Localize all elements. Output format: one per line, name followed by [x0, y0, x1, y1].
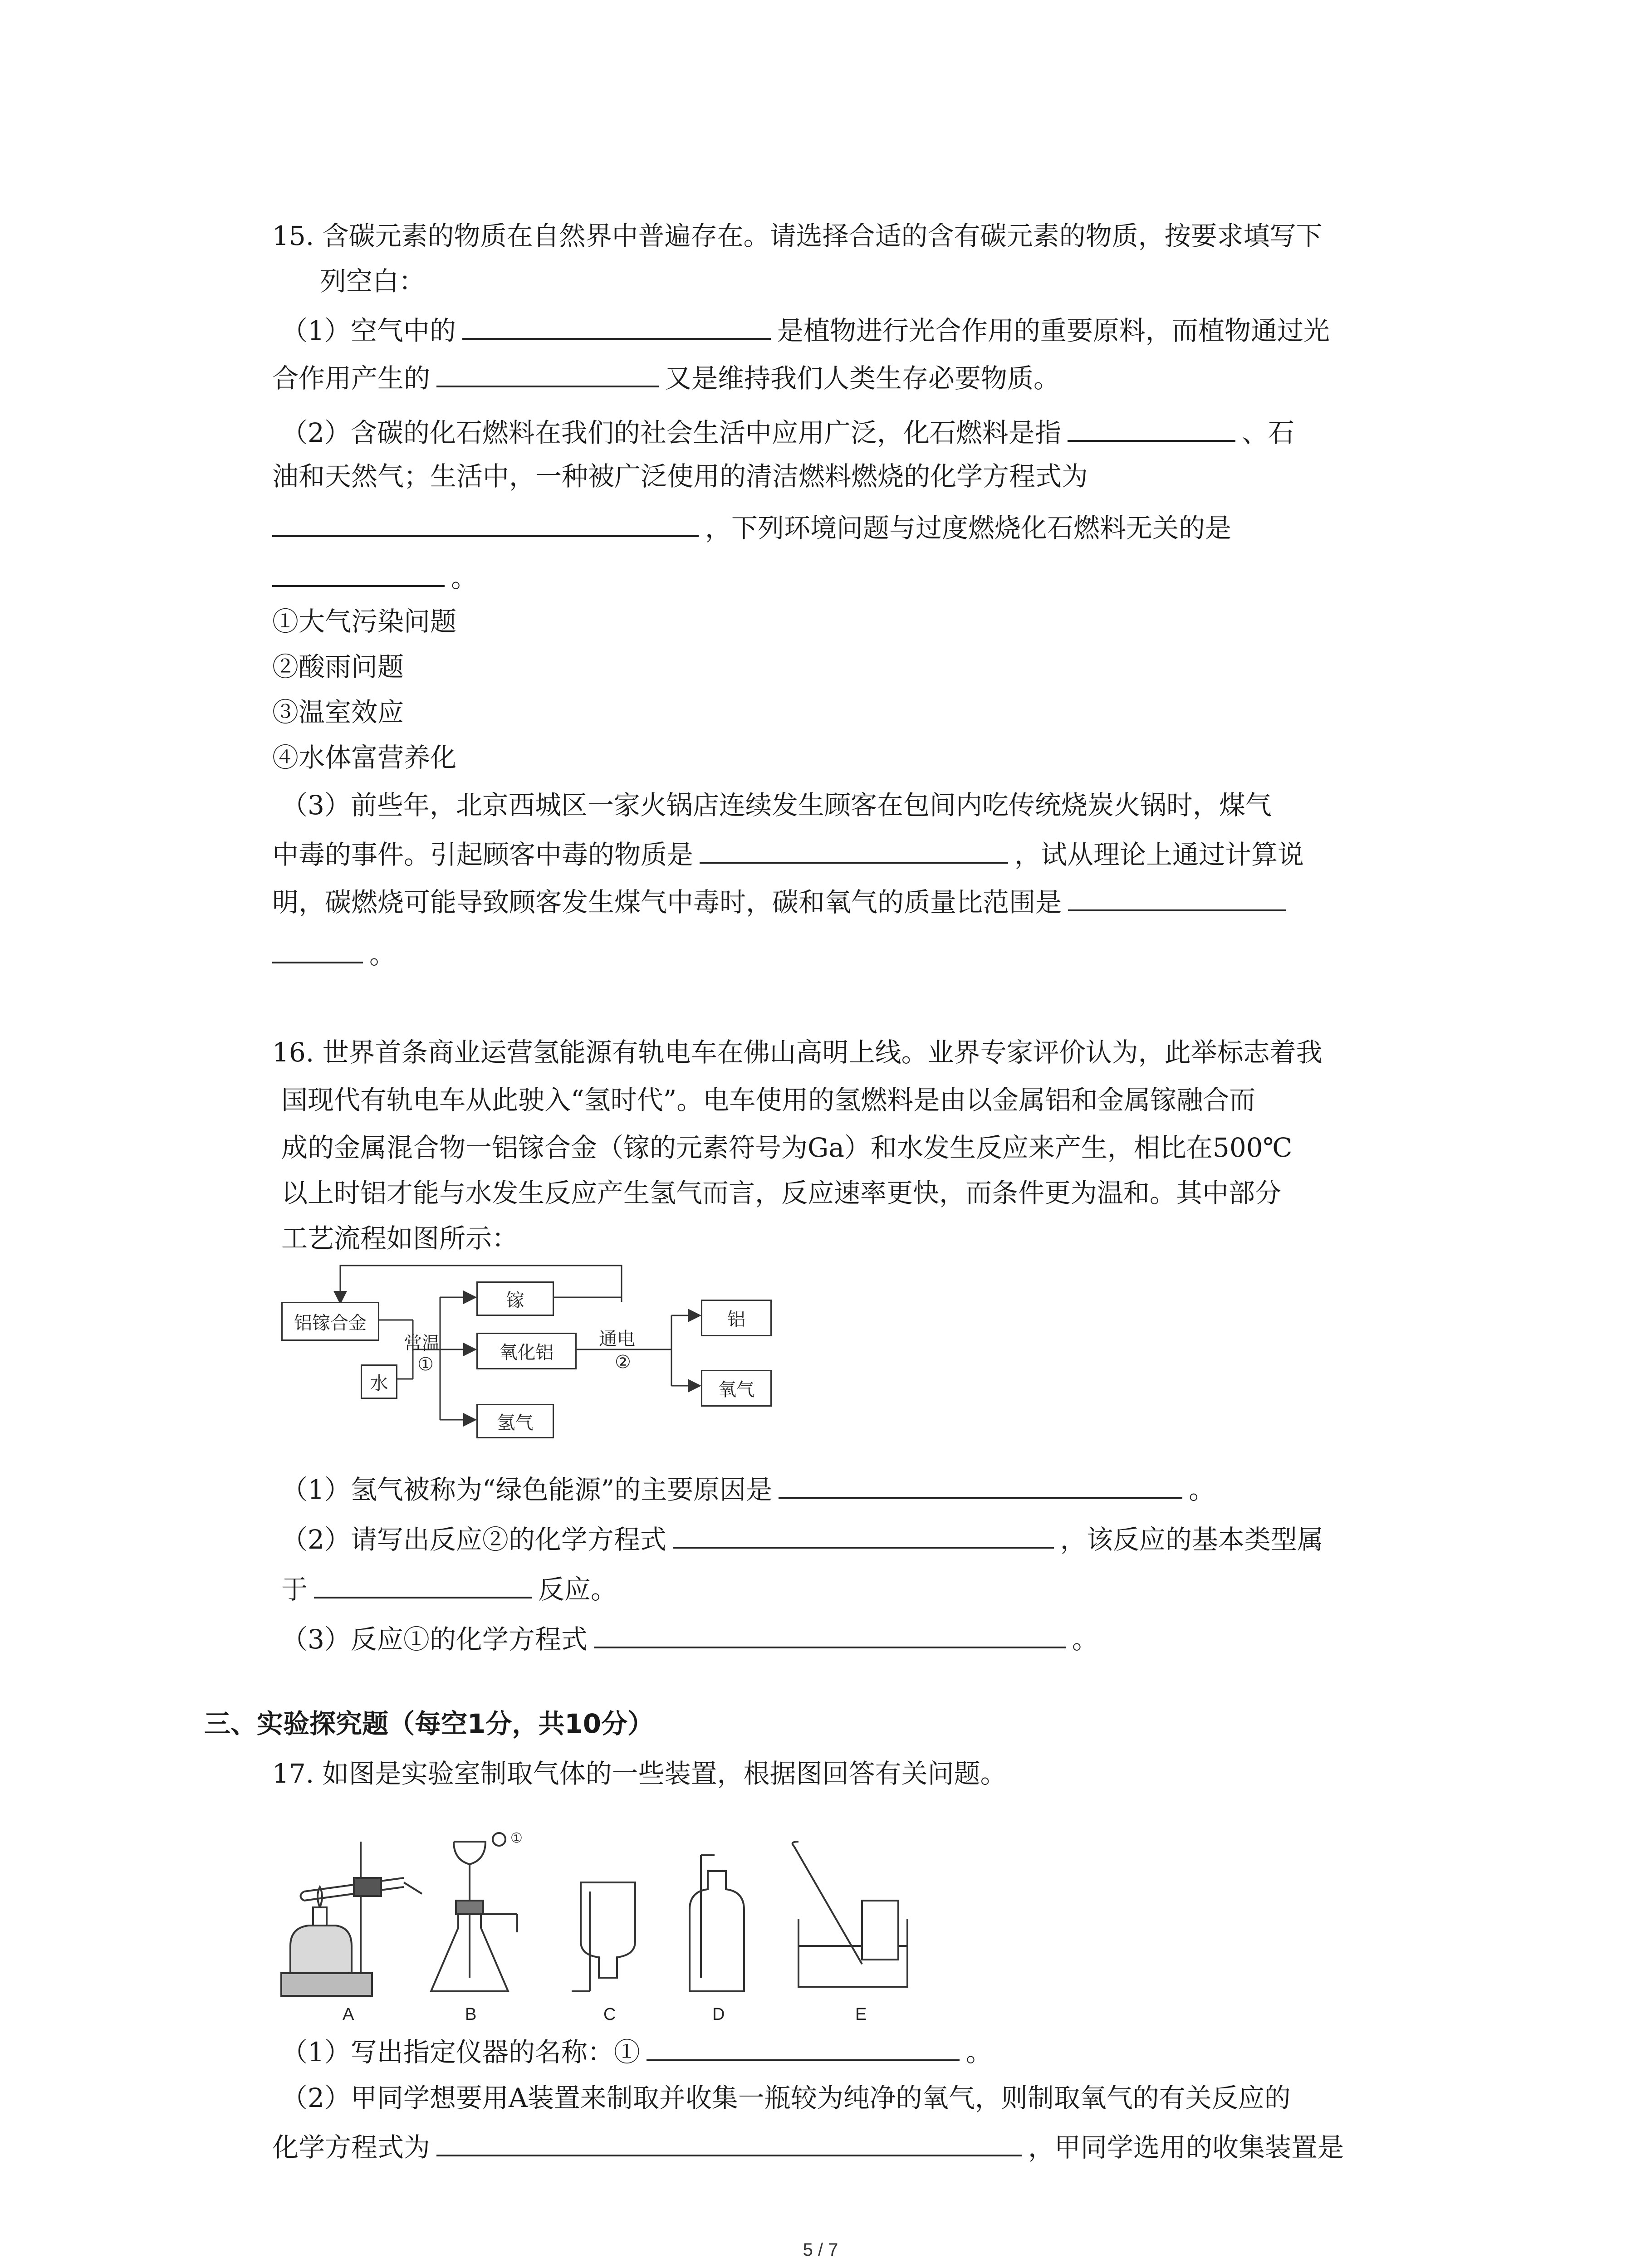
q15-line-6: 油和天然气；生活中，一种被广泛使用的清洁燃料燃烧的化学方程式为	[272, 461, 1088, 492]
q15-line-3: （1）空气中的 是植物进行光合作用的重要原料，而植物通过光	[281, 311, 1330, 349]
answer-blank[interactable]	[594, 1619, 1066, 1648]
answer-blank[interactable]	[779, 1470, 1182, 1499]
alloy-box: 铝镓合金	[281, 1302, 379, 1341]
section-title: 三、实验探究题（每空1分，共10分）	[204, 1708, 654, 1739]
apparatus-d	[690, 1855, 744, 1991]
answer-blank[interactable]	[436, 358, 659, 387]
process-flow-diagram	[281, 1256, 789, 1456]
hydrogen-box: 氢气	[476, 1404, 554, 1438]
q17-sub-1: （1）写出指定仪器的名称：① 。	[281, 2032, 992, 2070]
q15-option-1: ①大气污染问题	[272, 606, 457, 637]
answer-blank[interactable]	[462, 311, 771, 340]
q16-sub-2: （2）请写出反应②的化学方程式 ，该反应的基本类型属	[281, 1520, 1323, 1558]
q15-line-16: 。	[272, 934, 396, 973]
label-d: D	[712, 2005, 725, 2024]
apparatus-c	[572, 1882, 635, 1991]
q17-line-1: 17. 如图是实验室制取气体的一些装置，根据图回答有关问题。	[272, 1758, 1007, 1789]
alumina-box: 氧化铝	[476, 1333, 577, 1369]
q17-sub-2b: 化学方程式为 ，甲同学选用的收集装置是	[272, 2127, 1344, 2165]
answer-blank[interactable]	[1068, 882, 1286, 911]
q15-line-8: 。	[272, 558, 477, 596]
aluminum-box: 铝	[701, 1300, 772, 1336]
q15-option-2: ②酸雨问题	[272, 651, 404, 682]
apparatus-e	[793, 1842, 907, 1987]
step-label-2: ②	[615, 1352, 631, 1373]
q16-line-4: 以上时铝才能与水发生反应产生氢气而言，反应速率更快，而条件更为温和。其中部分	[281, 1178, 1282, 1208]
q15-option-3: ③温室效应	[272, 697, 404, 728]
lab-apparatus-drawing	[272, 1828, 953, 2009]
instrument-marker: ①	[510, 1831, 523, 1846]
q15-line-7: ，下列环境问题与过度燃烧化石燃料无关的是	[272, 508, 1231, 546]
label-a: A	[343, 2005, 354, 2024]
q16-line-2: 国现代有轨电车从此驶入“氢时代”。电车使用的氢燃料是由以金属铝和金属镓融合而	[281, 1085, 1256, 1115]
label-b: B	[465, 2005, 477, 2024]
q15-line-4: 合作用产生的 又是维持我们人类生存必要物质。	[272, 358, 1060, 396]
q15-line-14: 中毒的事件。引起顾客中毒的物质是 ，试从理论上通过计算说	[272, 835, 1304, 873]
q17-sub-2: （2）甲同学想要用A装置来制取并收集一瓶较为纯净的氧气，则制取氧气的有关反应的	[281, 2082, 1291, 2113]
condition-label-2: 通电	[599, 1329, 635, 1349]
answer-blank[interactable]	[436, 2127, 1022, 2156]
q15-line-15: 明，碳燃烧可能导致顾客发生煤气中毒时，碳和氧气的质量比范围是	[272, 882, 1292, 920]
q16-line-1: 16. 世界首条商业运营氢能源有轨电车在佛山高明上线。业界专家评价认为，此举标志着我	[272, 1037, 1323, 1068]
q15-line-1: 15. 含碳元素的物质在自然界中普遍存在。请选择合适的含有碳元素的物质，按要求填写下	[272, 220, 1323, 251]
apparatus-figure	[272, 1828, 953, 2032]
answer-blank[interactable]	[272, 934, 363, 963]
answer-blank[interactable]	[272, 508, 699, 537]
q16-sub-2b: 于 反应。	[281, 1569, 617, 1608]
oxygen-box: 氧气	[701, 1370, 772, 1407]
q16-sub-1: （1）氢气被称为“绿色能源”的主要原因是 。	[281, 1470, 1215, 1508]
answer-blank[interactable]	[673, 1520, 1054, 1549]
answer-blank[interactable]	[1068, 413, 1235, 442]
gallium-box: 镓	[476, 1281, 554, 1316]
step-label-1: ①	[417, 1354, 434, 1375]
apparatus-a	[281, 1842, 422, 1996]
q16-sub-3: （3）反应①的化学方程式 。	[281, 1619, 1098, 1657]
q15-line-5: （2）含碳的化石燃料在我们的社会生活中应用广泛，化石燃料是指 、石	[281, 413, 1294, 451]
q15-line-13: （3）前些年，北京西城区一家火锅店连续发生顾客在包间内吃传统烧炭火锅时，煤气	[281, 790, 1272, 821]
q16-line-3: 成的金属混合物一铝镓合金（镓的元素符号为Ga）和水发生反应来产生，相比在500℃	[281, 1132, 1293, 1163]
answer-blank[interactable]	[272, 558, 445, 587]
condition-label-1: 常温	[404, 1333, 440, 1354]
answer-blank[interactable]	[314, 1569, 532, 1598]
q16-line-5: 工艺流程如图所示：	[281, 1223, 519, 1254]
q15-option-4: ④水体富营养化	[272, 742, 457, 773]
answer-blank[interactable]	[647, 2032, 960, 2061]
q15-line-2: 列空白：	[320, 266, 426, 297]
apparatus-b	[431, 1833, 517, 1991]
page-number: 5 / 7	[803, 2240, 838, 2260]
answer-blank[interactable]	[700, 835, 1008, 864]
water-box: 水	[361, 1364, 397, 1399]
label-c: C	[603, 2005, 616, 2024]
label-e: E	[855, 2005, 867, 2024]
